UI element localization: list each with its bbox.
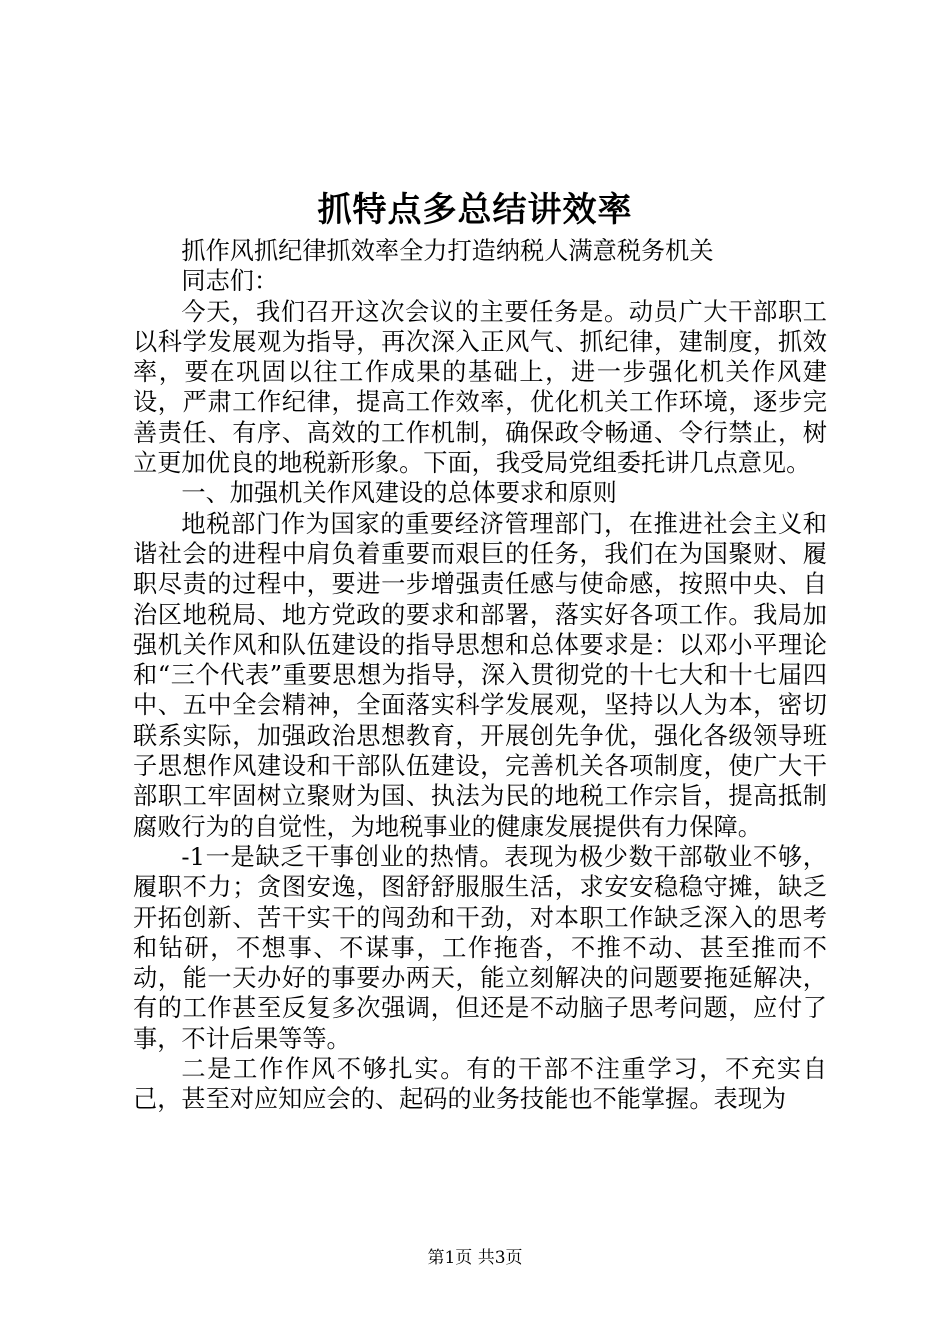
document-title: 抓特点多总结讲效率: [317, 190, 633, 230]
page-footer: 第1页 共3页: [427, 1248, 523, 1268]
section-heading: 一、加强机关作风建设的总体要求和原则: [181, 479, 617, 508]
body-paragraph: 地税部门作为国家的重要经济管理部门，在推进社会主义和谐社会的进程中肩负着重要而艰巨的任务，我们在为国聚财、履职尽责的过程中，要进一步增强责任感与使命感，按照中央、自治区地税局、地方党政的要求和部署，落实好各项工作。我局加强机关作风和队伍建设的指导思想和总体要求是：以邓小平理论和“三个代表”重要思想为指导，深入贯彻党的十七大和十七届四中、五中全会精神，全面落实科学发展观，坚持以人为本，密切联系实际，加强政治思想教育，开展创先争优，强化各级领导班子思想作风建设和干部队伍建设，完善机关各项制度，使广大干部职工牢固树立聚财为国、执法为民的地税工作宗旨，提高抵制腐败行为的自觉性，为地税事业的健康发展提供有力保障。: [133, 509, 827, 841]
document-body: [133, 236, 827, 1115]
body-paragraph: 今天，我们召开这次会议的主要任务是。动员广大干部职工以科学发展观为指导，再次深入正风气、抓纪律，建制度，抓效率，要在巩固以往工作成果的基础上，进一步强化机关作风建设，严肃工作纪律，提高工作效率，优化机关工作环境，逐步完善责任、有序、高效的工作机制，确保政令畅通、令行禁止，树立更加优良的地税新形象。下面，我受局党组委托讲几点意见。: [133, 297, 827, 478]
body-paragraph: -1一是缺乏干事创业的热情。表现为极少数干部敬业不够，履职不力；贪图安逸，图舒舒服服生活，求安安稳稳守摊，缺乏开拓创新、苦干实干的闯劲和干劲，对本职工作缺乏深入的思考和钻研，不想事、不谋事，工作拖沓，不推不动、甚至推而不动，能一天办好的事要办两天，能立刻解决的问题要拖延解决，有的工作甚至反复多次强调，但还是不动脑子思考问题，应付了事，不计后果等等。: [133, 842, 827, 1053]
body-paragraph: 二是工作作风不够扎实。有的干部不注重学习，不充实自己，甚至对应知应会的、起码的业务技能也不能掌握。表现为: [133, 1055, 827, 1114]
salutation-paragraph: 同志们：: [181, 267, 279, 296]
subtitle-paragraph: 抓作风抓纪律抓效率全力打造纳税人满意税务机关: [181, 237, 714, 265]
